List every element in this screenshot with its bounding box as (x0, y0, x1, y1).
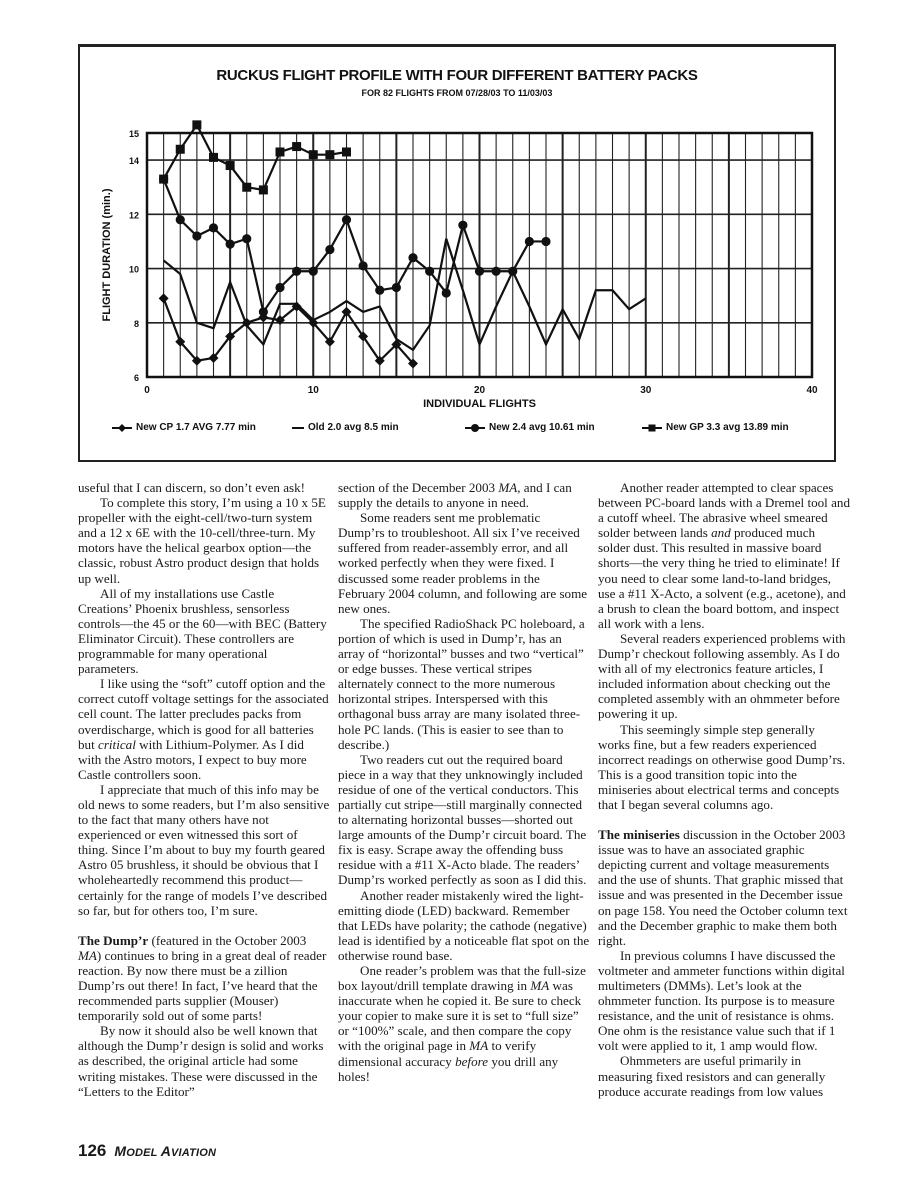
paragraph: The specified RadioShack PC holeboard, a portion of which is used in Dump’r, has an array of “horizontal” busses and two “vertical” or edge busses. These vertical stripes alternately connect to the more numerous horizontal stripes. Interspersed with this orthagonal buss array are many isolated three-hole PC lands. (This is easier to see than to describe.) (338, 615, 585, 752)
paragraph: I appreciate that much of this info may be old news to some readers, but I’m also sensitive to the fact that many others have not experienced or even witnessed this sort of thing. Since I’m about to buy my fourth geared Astro 05 brushless, it should be obvious that I wholeheartedly recommend this product—certainly for the range of models I’ve described so far, but for others too, I’m sure. (78, 781, 330, 918)
y-tick-label: 10 (128, 264, 139, 275)
y-tick-label: 15 (128, 129, 139, 139)
circle-marker-icon (292, 267, 301, 276)
y-axis-label: FLIGHT DURATION (min.) (101, 188, 113, 322)
circle-marker-icon (375, 286, 384, 295)
section-paragraph: The miniseries discussion in the October 2003 issue was to have an associated graphic depicting current and voltage measurements and the use of shunts. That graphic missed that issue and was presented in the December issue on page 158. You need the October column text and the December graphic to make them both right. (598, 827, 848, 948)
paragraph: section of the December 2003 MA, and I can supply the details to anyone in need. (338, 480, 572, 511)
circle-marker-icon (408, 253, 417, 262)
legend-item-gp33: New GP 3.3 avg 13.89 min (642, 422, 789, 433)
square-marker-icon (192, 120, 201, 129)
circle-marker-icon (492, 267, 501, 276)
x-tick-label: 40 (806, 385, 818, 396)
square-marker-icon (226, 161, 235, 170)
x-tick-label: 20 (473, 385, 486, 396)
square-marker-icon (325, 150, 334, 159)
square-marker-icon (309, 150, 318, 159)
series-line (164, 179, 546, 312)
x-tick-label: 30 (640, 385, 652, 396)
x-tick-label: 10 (307, 385, 319, 396)
circle-marker-icon (325, 245, 334, 254)
circle-marker-icon (259, 307, 268, 316)
flight-profile-chart (78, 44, 836, 462)
article-column-1 (78, 480, 330, 1099)
circle-marker-icon (541, 237, 550, 246)
square-marker-icon (259, 185, 268, 194)
circle-marker-icon (275, 283, 284, 292)
chart-legend (80, 422, 834, 438)
chart-plot-area (80, 47, 834, 419)
circle-marker-icon (475, 267, 484, 276)
paragraph: In previous columns I have discussed the voltmeter and ammeter functions within digital multimeters (DMMs). Let’s look at the ohmmeter function. Its purpose is to measure resistance, and the unit of resistance is ohms. One ohm is the resistance value such that if 1 volt were applied to it, 1 amp would flow. (598, 947, 845, 1054)
square-marker-icon (276, 147, 285, 156)
legend-item-new24: New 2.4 avg 10.61 min (465, 422, 595, 433)
circle-marker-icon (359, 261, 368, 270)
square-marker-icon (642, 423, 662, 433)
circle-marker-icon (226, 240, 235, 249)
paragraph: Two readers cut out the required board piece in a way that they unknowingly included residue of one of the vertical conductors. This partially cut stripe—still marginally connected to alternating horizontal busses—shorted out large amounts of the Dump’r circuit board. The fix is easy. Scrape away the offending buss residue with a #11 X-Acto blade. The readers’ Dump’rs worked perfectly as soon as I did this. (338, 751, 587, 888)
circle-marker-icon (458, 221, 467, 230)
y-tick-label: 6 (133, 373, 139, 383)
circle-marker-icon (242, 234, 251, 243)
section-paragraph: The Dump’r (featured in the October 2003 MA) continues to bring in a great deal of reader reaction. By now there must be a zillion Dump’rs out there! In fact, I’ve heard that the recommended parts supplier (Mouser) temporarily sold out of some parts! (78, 932, 327, 1024)
circle-marker-icon (508, 267, 517, 276)
chart-subtitle: FOR 82 FLIGHTS FROM 07/28/03 TO 11/03/03 (361, 88, 553, 98)
paragraph: Several readers experienced problems with Dump’r checkout following assembly. As I do with all of my electronics feature articles, I included information about checking out the completed assembly with an ohmmeter before powering it up. (598, 630, 846, 722)
square-marker-icon (159, 175, 168, 184)
series-line (164, 125, 347, 190)
circle-marker-icon (442, 288, 451, 297)
chart-title: RUCKUS FLIGHT PROFILE WITH FOUR DIFFERENT BATTERY PACKS (216, 67, 698, 84)
circle-marker-icon (465, 423, 485, 433)
magazine-name: MODEL AVIATION (114, 1143, 217, 1159)
page-number: 126 (78, 1141, 107, 1160)
diamond-marker-icon (159, 293, 169, 303)
article-column-3 (598, 480, 850, 1099)
circle-marker-icon (525, 237, 534, 246)
paragraph: To complete this story, I’m using a 10 x 5E propeller with the eight-cell/two-turn system and a 12 x 6E with the 10-cell/three-turn. My motors have the helical gearbox option—the classic, robust Astro product design that holds up well. (78, 495, 326, 586)
legend-item-old20: Old 2.0 avg 8.5 min (292, 422, 399, 433)
square-marker-icon (176, 145, 185, 154)
x-tick-label: 0 (144, 385, 150, 396)
square-marker-icon (292, 142, 301, 151)
square-marker-icon (242, 183, 251, 192)
y-tick-label: 8 (133, 318, 139, 329)
circle-marker-icon (209, 223, 218, 232)
square-marker-icon (342, 147, 351, 156)
diamond-marker-icon (112, 423, 132, 433)
paragraph: All of my installations use Castle Creations’ Phoenix brushless, sensorless controls—the 45 or the 60—with BEC (Battery Eliminator Circuit). These controllers are programmable for many operational parameters. (78, 585, 327, 677)
series-line (164, 239, 646, 350)
paragraph: Another reader attempted to clear spaces between PC-board lands with a Dremel tool and a cutoff wheel. The abrasive wheel smeared solder between lands and produced much solder dust. This resulted in massive board shorts—the very thing he tried to eliminate! If you need to clear some land-to-land bridges, use a #11 X-Acto, a solvent (e.g., acetone), and a brush to clean the board bottom, and inspect all work with a lens. (598, 480, 850, 631)
circle-marker-icon (392, 283, 401, 292)
paragraph: useful that I can discern, so don’t even ask! (78, 480, 306, 495)
circle-marker-icon (176, 215, 185, 224)
paragraph: This seemingly simple step generally works fine, but a few readers experienced incorrect readings on otherwise good Dump’rs. This is a good transition topic into the miniseries about electrical terms and concepts that I began several columns ago. (598, 721, 846, 812)
paragraph: Some readers sent me problematic Dump’rs to troubleshoot. All six I’ve received suffered from reader-assembly error, and all worked perfectly when they were fixed. I discussed some reader problems in the February 2004 column, and following are some new ones. (338, 510, 588, 616)
y-tick-label: 14 (128, 156, 139, 167)
page-footer (78, 1141, 216, 1161)
paragraph: Ohmmeters are useful primarily in measuring fixed resistors and can generally produce accurate readings from low values (598, 1053, 826, 1099)
circle-marker-icon (425, 267, 434, 276)
article-column-2 (338, 480, 590, 1084)
legend-item-cp17: New CP 1.7 AVG 7.77 min (112, 422, 256, 433)
square-marker-icon (209, 153, 218, 162)
paragraph: I like using the “soft” cutoff option and the correct cutoff voltage settings for the associated cell count. The latter precludes packs from overdischarge, which is good for all batteries but critical with Lithium-Polymer. As I did with the Astro motors, I expect to buy more Castle controllers soon. (78, 676, 329, 782)
paragraph: Another reader mistakenly wired the light-emitting diode (LED) backward. Remember that LEDs have polarity; the cathode (negative) lead is identified by a noticeable flat spot on the otherwise round base. (338, 887, 590, 963)
line-marker-icon (292, 423, 304, 433)
circle-marker-icon (342, 215, 351, 224)
circle-marker-icon (192, 231, 201, 240)
y-tick-label: 12 (128, 210, 139, 221)
circle-marker-icon (309, 267, 318, 276)
x-axis-label: INDIVIDUAL FLIGHTS (423, 398, 536, 410)
paragraph: One reader’s problem was that the full-size box layout/drill template drawing in MA was inaccurate when he copied it. Be sure to check your copier to make sure it is set to “full size” or “100%” scale, and then compare the copy with the original page in MA to verify dimensional accuracy before you drill any holes! (338, 963, 586, 1084)
paragraph: By now it should also be well known that although the Dump’r design is solid and works as described, the original article had some writing mistakes. These were discussed in the “Letters to the Editor” (78, 1023, 324, 1099)
